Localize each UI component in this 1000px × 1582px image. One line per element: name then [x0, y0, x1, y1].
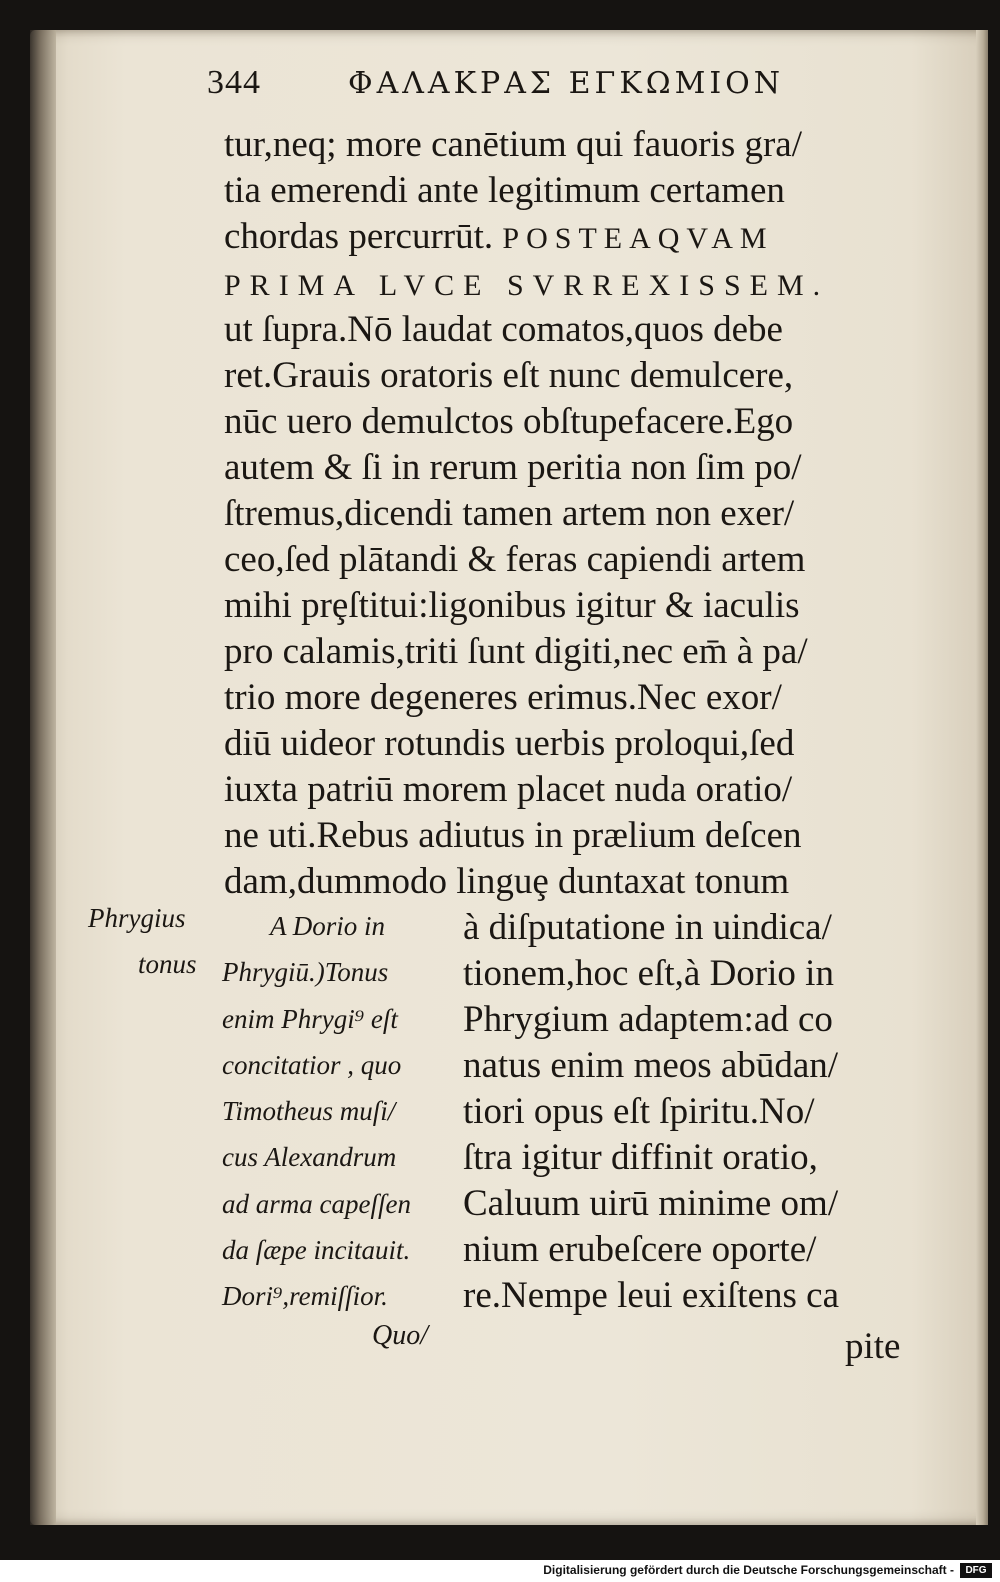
- catchword: pite: [845, 1326, 901, 1367]
- body-line: nūc uero demulctos obſtupefacere.Ego: [224, 401, 794, 442]
- body-line: pro calamis,triti ſunt digiti,nec em̄ à pa/: [224, 631, 808, 672]
- gloss-line: cus Alexandrum: [222, 1142, 397, 1173]
- body-line: ſtremus,dicendi tamen artem non exer/: [224, 493, 795, 534]
- gloss-line: concitatior , quo: [222, 1049, 402, 1080]
- right-column-line: Caluum uirū minime om/: [463, 1183, 839, 1224]
- right-column-line: re.Nempe leui exiſtens ca: [463, 1275, 839, 1316]
- digitization-footer: [0, 1560, 1000, 1582]
- right-column-line: Phrygium adaptem:ad co: [463, 999, 833, 1040]
- dfg-logo: DFG: [960, 1563, 992, 1578]
- body-line: iuxta patriū morem placet nuda oratio/: [224, 769, 793, 810]
- gloss-line: Phrygiū.)Tonus: [222, 957, 389, 988]
- right-column-line: ſtra igitur diffinit oratio,: [463, 1137, 818, 1178]
- body-line: tur,neq; more canētium qui fauoris gra/: [224, 124, 802, 165]
- page-gutter: [30, 30, 56, 1525]
- body-line: ceo,ſed plātandi & feras capiendi artem: [224, 539, 806, 580]
- body-line: diū uideor rotundis uerbis proloqui,ſed: [224, 723, 795, 764]
- catchword-gloss: Quo/: [372, 1320, 428, 1351]
- body-line: autem & ſi in rerum peritia non ſim po/: [224, 447, 802, 488]
- gloss-line: Timotheus muſi/: [222, 1096, 396, 1127]
- footer-credit: Digitalisierung gefördert durch die Deutsche Forschungsgemeinschaft -: [543, 1563, 954, 1577]
- page-number: 344: [207, 64, 261, 101]
- body-line: tia emerendi ante legitimum certamen: [224, 170, 785, 211]
- right-column-line: à diſputatione in uindica/: [463, 907, 832, 948]
- gloss-line: ad arma capeſſen: [222, 1188, 411, 1219]
- body-line: [224, 217, 774, 259]
- right-column-line: natus enim meos abūdan/: [463, 1045, 839, 1086]
- body-line: mihi prȩſtitui:ligonibus igitur & iaculis: [224, 585, 800, 626]
- body-line: ut ſupra.Nō laudat comatos,quos debe: [224, 309, 783, 350]
- right-column-line: tionem,hoc eſt,à Dorio in: [463, 953, 834, 994]
- gloss-line: da ſæpe incitauit.: [222, 1235, 411, 1266]
- right-column-line: tiori opus eſt ſpiritu.No/: [463, 1091, 815, 1132]
- right-column-line: nium erubeſcere oporte/: [463, 1229, 817, 1270]
- margin-note-line: tonus: [138, 949, 197, 979]
- gloss-line: enim Phrygi⁹ eſt: [222, 1003, 398, 1034]
- gloss-line: Dori⁹,remiſſior.: [222, 1281, 388, 1312]
- body-line: ret.Grauis oratoris eſt nunc demulcere,: [224, 355, 794, 396]
- commentary-gloss: [222, 903, 454, 1320]
- page-edge: [976, 30, 988, 1525]
- margin-note-line: Phrygius: [88, 903, 186, 933]
- caps-heading-line: PRIMA LVCE SVRREXISSEM.: [224, 269, 830, 302]
- margin-note: [88, 895, 218, 987]
- body-line: dam,dummodo linguȩ duntaxat tonum: [224, 861, 790, 902]
- body-line-text: chordas percurrūt.: [224, 216, 494, 257]
- body-line: trio more degeneres erimus.Nec exor/: [224, 677, 782, 718]
- running-title: ΦΑΛΑΚΡΑΣ ΕΓΚΩΜΙΟΝ: [348, 66, 785, 101]
- body-line: ne uti.Rebus adiutus in prælium deſcen: [224, 815, 802, 856]
- gloss-line: A Dorio in: [270, 911, 386, 941]
- caps-heading: POSTEAQVAM: [502, 222, 774, 255]
